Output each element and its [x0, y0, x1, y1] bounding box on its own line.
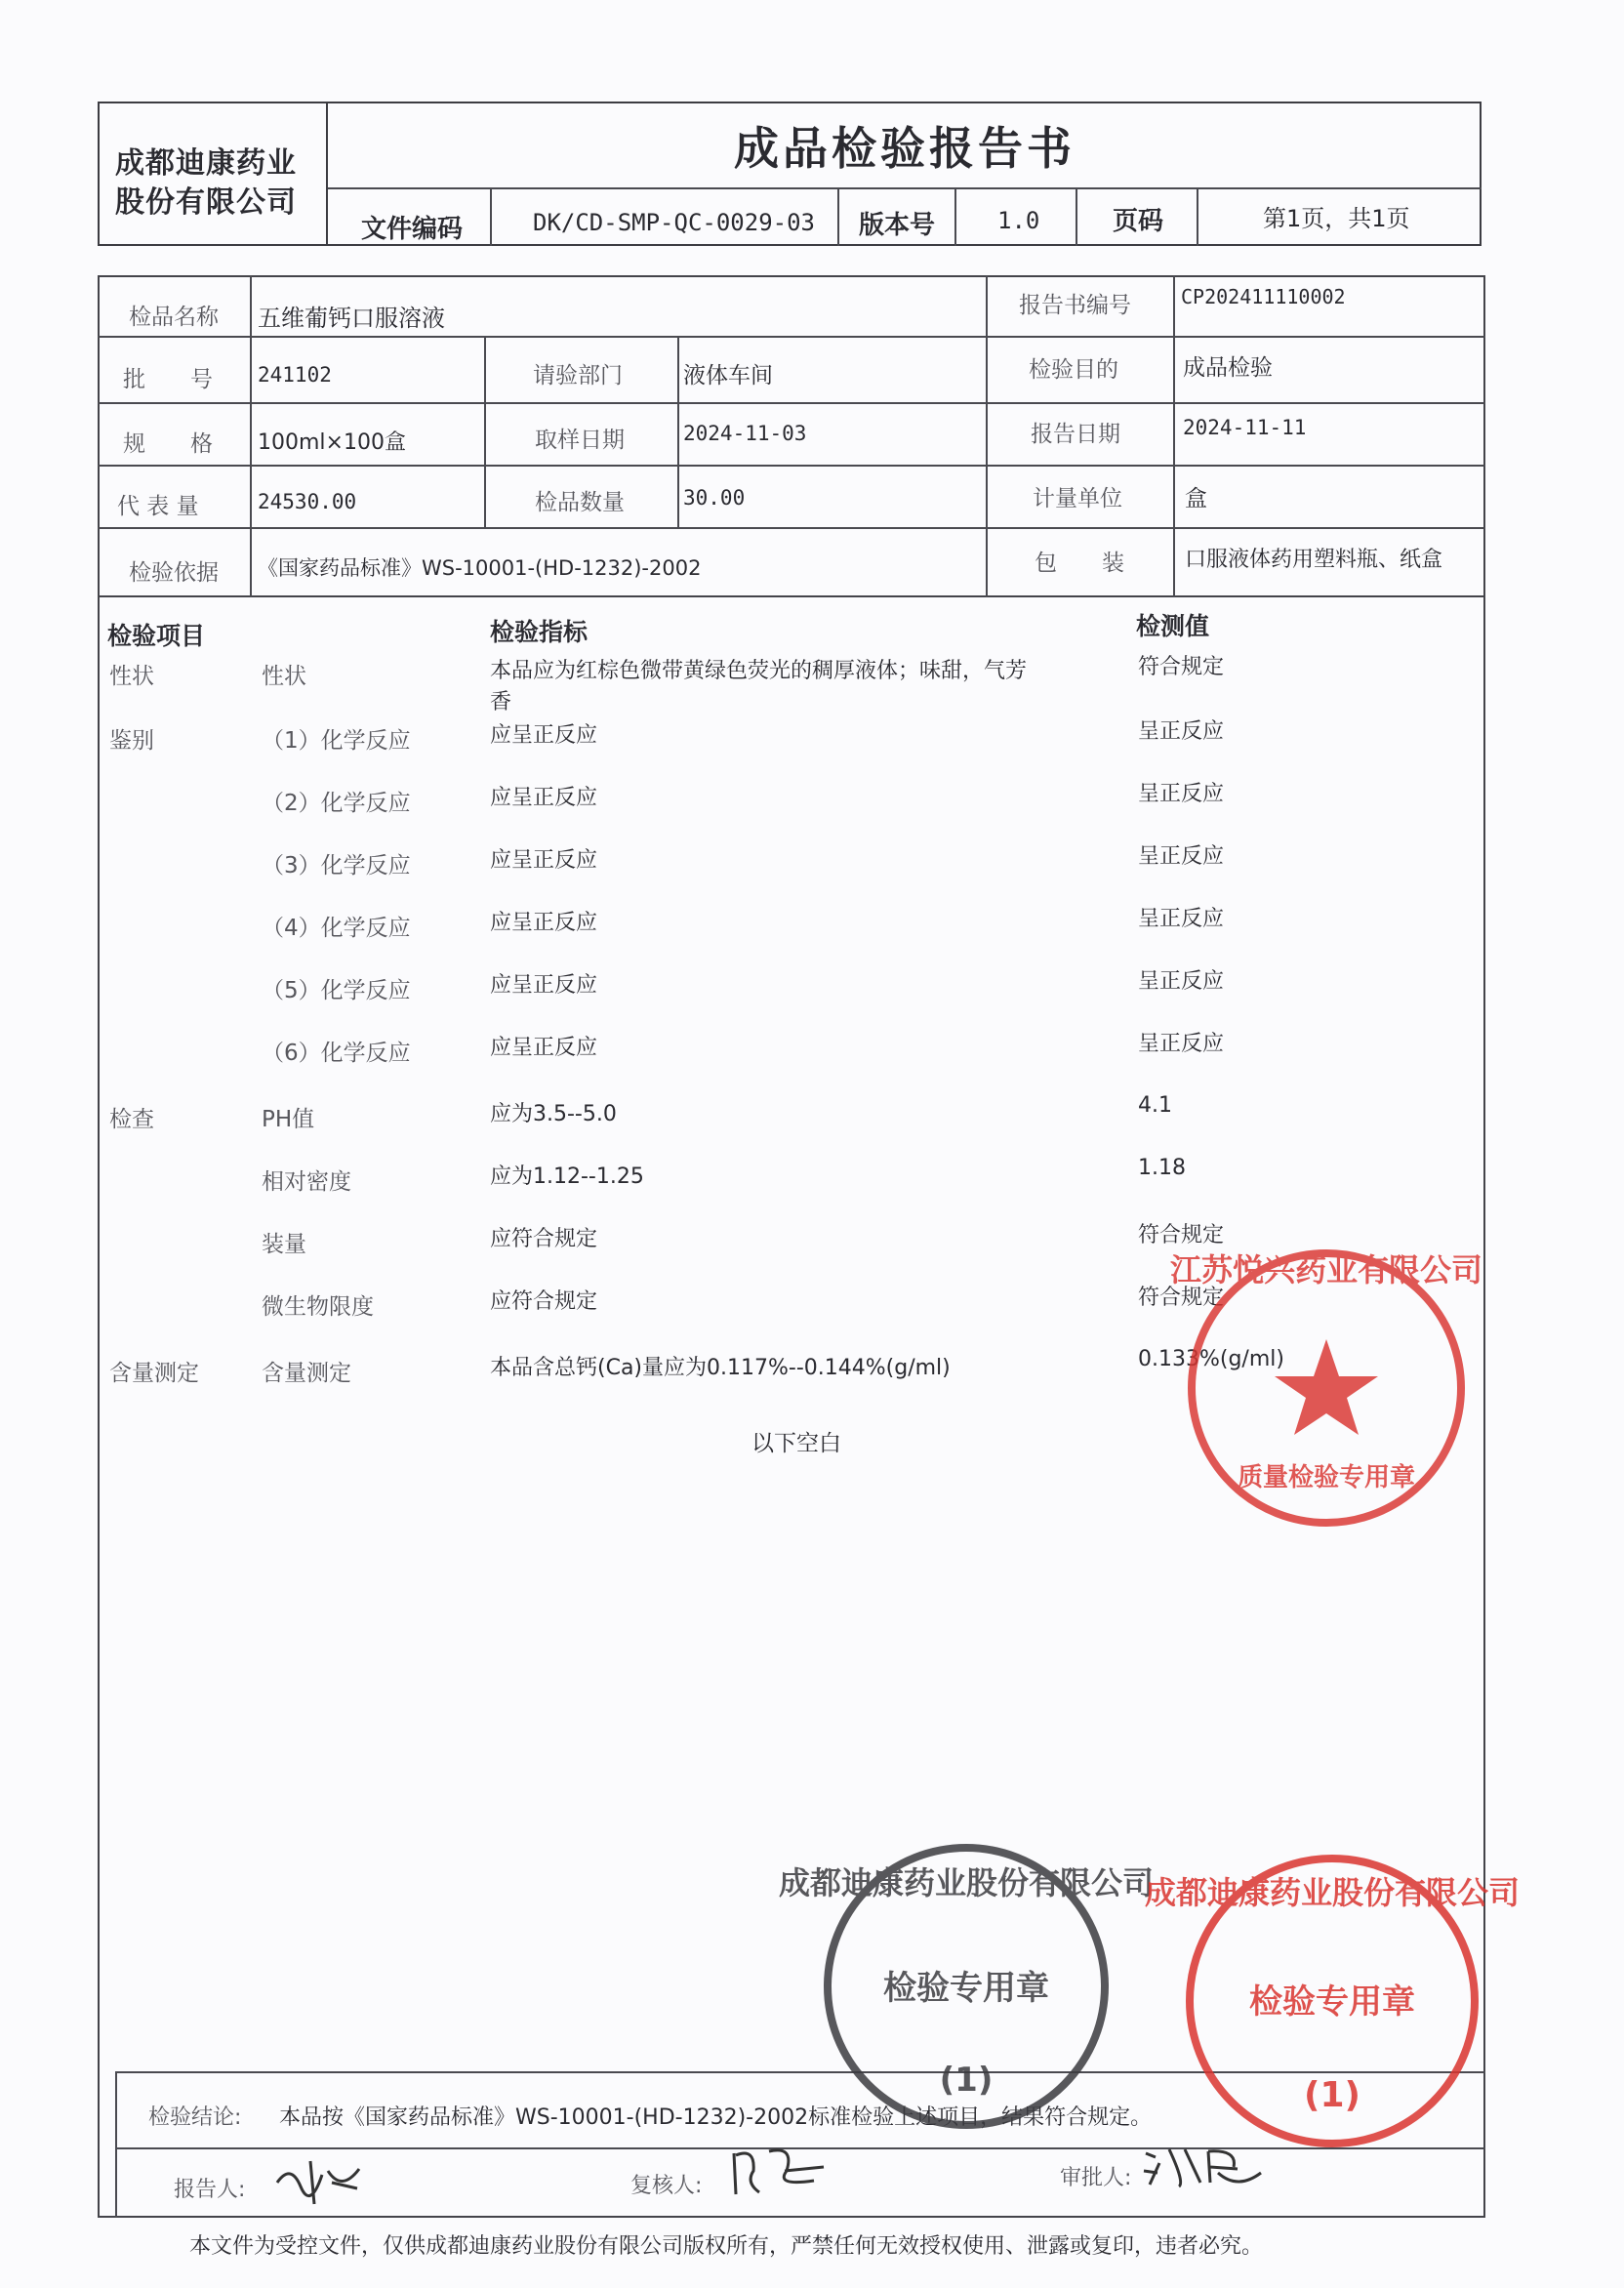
- result-standard: 应呈正反应: [490, 973, 598, 998]
- header-cell-divider: [954, 189, 956, 246]
- company-name-line2: 股份有限公司: [115, 185, 297, 220]
- result-value: 呈正反应: [1138, 782, 1225, 806]
- col-item-header: 检验项目: [107, 622, 206, 650]
- report-no-label: 报告书编号: [1019, 293, 1131, 318]
- result-standard: 应为3.5--5.0: [490, 1102, 617, 1126]
- svg-text:质量检验专用章: 质量检验专用章: [1237, 1463, 1416, 1492]
- result-standard: 应符合规定: [490, 1289, 598, 1314]
- reporter-label: 报告人:: [174, 2178, 246, 2202]
- quantity-label: 代 表 量: [117, 494, 199, 519]
- package-label: 包 装: [1035, 551, 1124, 576]
- sample-date-label: 取样日期: [535, 428, 625, 453]
- sample-qty-label: 检品数量: [535, 490, 625, 515]
- result-item: （3）化学反应: [262, 853, 411, 878]
- footer-notice: 本文件为受控文件，仅供成都迪康药业股份有限公司版权所有，严禁任何无效授权使用、泄露或复印，违者必究。: [189, 2234, 1264, 2259]
- result-item: （6）化学反应: [262, 1041, 411, 1066]
- info-row-line: [98, 527, 1485, 529]
- purpose-value: 成品检验: [1183, 355, 1273, 381]
- page-title: 成品检验报告书: [734, 122, 1076, 175]
- doc-no-label: 文件编码: [361, 215, 464, 244]
- product-name-label: 检品名称: [129, 305, 219, 330]
- result-standard: 本品含总钙(Ca)量应为0.117%--0.144%(g/ml): [490, 1356, 951, 1380]
- result-standard: 应呈正反应: [490, 786, 598, 810]
- result-value: 呈正反应: [1138, 907, 1225, 931]
- result-item: （2）化学反应: [262, 791, 411, 816]
- basis-label: 检验依据: [129, 560, 219, 586]
- result-item: 含量测定: [262, 1361, 351, 1386]
- svg-text:(1): (1): [1304, 2075, 1360, 2115]
- result-standard: 应呈正反应: [490, 723, 598, 748]
- result-value: 呈正反应: [1138, 844, 1225, 869]
- quantity-value: 24530.00: [258, 490, 357, 513]
- result-item: 微生物限度: [262, 1294, 374, 1320]
- reviewer-label: 复核人:: [630, 2174, 703, 2198]
- result-value: 呈正反应: [1138, 969, 1225, 994]
- result-value: 呈正反应: [1138, 1032, 1225, 1056]
- page-label: 页码: [1113, 207, 1164, 236]
- svg-text:成都迪康药业股份有限公司: 成都迪康药业股份有限公司: [778, 1864, 1155, 1901]
- result-value: 符合规定: [1138, 655, 1225, 679]
- result-value: 符合规定: [1138, 1223, 1225, 1247]
- sample-qty-value: 30.00: [683, 486, 746, 510]
- svg-text:成都迪康药业股份有限公司: 成都迪康药业股份有限公司: [1144, 1874, 1521, 1911]
- info-row-line: [98, 336, 1485, 338]
- dept-value: 液体车间: [683, 363, 773, 388]
- right-inspection-stamp: [1144, 1845, 1521, 2157]
- col-standard-header: 检验指标: [490, 618, 589, 646]
- info-col-line: [1173, 275, 1175, 597]
- header-divider: [328, 187, 1482, 189]
- supplier-quality-stamp: [1169, 1242, 1483, 1534]
- info-row-line: [98, 402, 1485, 404]
- result-value: 符合规定: [1138, 1286, 1225, 1310]
- spec-label: 规 格: [123, 431, 213, 457]
- result-category: 性状: [109, 664, 154, 689]
- conclusion-label: 检验结论:: [148, 2105, 242, 2130]
- purpose-label: 检验目的: [1029, 357, 1118, 383]
- result-item: 装量: [262, 1232, 306, 1257]
- result-item: （1）化学反应: [262, 728, 411, 754]
- result-standard: 应为1.12--1.25: [490, 1164, 644, 1189]
- info-col-line: [484, 336, 486, 527]
- header-cell-divider: [1197, 189, 1198, 246]
- batch-label: 批 号: [123, 367, 213, 392]
- report-no-value: CP202411110002: [1181, 285, 1346, 308]
- result-standard-cont: 香: [490, 690, 512, 715]
- info-col-line: [677, 336, 679, 527]
- result-value: 4.1: [1138, 1093, 1172, 1118]
- report-date-label: 报告日期: [1031, 422, 1120, 447]
- info-row-line: [98, 465, 1485, 467]
- result-item: （4）化学反应: [262, 916, 411, 941]
- info-col-line: [986, 275, 988, 597]
- header-cell-divider: [1076, 189, 1077, 246]
- reviewer-signature: [726, 2142, 833, 2204]
- svg-text:检验专用章: 检验专用章: [883, 1969, 1049, 2008]
- unit-label: 计量单位: [1033, 486, 1122, 511]
- blank-note: 以下空白: [751, 1431, 841, 1456]
- result-standard: 本品应为红棕色微带黄绿色荧光的稠厚液体；味甜，气芳: [490, 659, 1028, 683]
- result-item: （5）化学反应: [262, 978, 411, 1003]
- result-category: 检查: [109, 1107, 154, 1132]
- header-cell-divider: [490, 189, 492, 246]
- result-standard: 应呈正反应: [490, 911, 598, 935]
- unit-value: 盒: [1185, 486, 1207, 511]
- conclusion-left-line: [115, 2071, 117, 2218]
- report-date-value: 2024-11-11: [1183, 416, 1307, 439]
- result-item: 性状: [262, 664, 306, 689]
- sample-date-value: 2024-11-03: [683, 422, 807, 445]
- reporter-signature: [271, 2153, 369, 2212]
- result-item: 相对密度: [262, 1169, 351, 1195]
- basis-value: 《国家药品标准》WS-10001-(HD-1232)-2002: [258, 556, 702, 580]
- header-cell-divider: [837, 189, 839, 246]
- page-value: 第1页，共1页: [1263, 205, 1410, 232]
- spec-value: 100ml×100盒: [258, 430, 406, 455]
- svg-text:江苏悦兴药业有限公司: 江苏悦兴药业有限公司: [1169, 1251, 1483, 1288]
- product-name-value: 五维葡钙口服溶液: [258, 305, 445, 332]
- left-inspection-stamp: [778, 1835, 1155, 2138]
- svg-text:(1): (1): [939, 2061, 994, 2100]
- doc-no-value: DK/CD-SMP-QC-0029-03: [533, 209, 815, 236]
- result-category: 含量测定: [109, 1361, 199, 1386]
- approver-label: 审批人:: [1060, 2166, 1132, 2190]
- col-value-header: 检测值: [1136, 612, 1210, 640]
- result-standard: 应呈正反应: [490, 848, 598, 873]
- batch-value: 241102: [258, 363, 332, 387]
- version-label: 版本号: [859, 211, 936, 240]
- svg-text:检验专用章: 检验专用章: [1249, 1982, 1415, 2022]
- result-value: 呈正反应: [1138, 719, 1225, 744]
- result-value: 1.18: [1138, 1156, 1186, 1180]
- dept-label: 请验部门: [533, 363, 623, 388]
- conclusion-text: 本品按《国家药品标准》WS-10001-(HD-1232)-2002标准检验上述项目，结果符合规定。: [279, 2105, 1153, 2130]
- result-item: PH值: [262, 1107, 315, 1132]
- company-name-line1: 成都迪康药业: [115, 146, 297, 181]
- package-value: 口服液体药用塑料瓶、纸盒: [1185, 548, 1443, 572]
- result-standard: 应呈正反应: [490, 1036, 598, 1060]
- result-standard: 应符合规定: [490, 1227, 598, 1251]
- version-value: 1.0: [997, 207, 1040, 234]
- result-category: 鉴别: [109, 728, 154, 754]
- result-value: 0.133%(g/ml): [1138, 1347, 1284, 1371]
- info-col-line: [250, 275, 252, 597]
